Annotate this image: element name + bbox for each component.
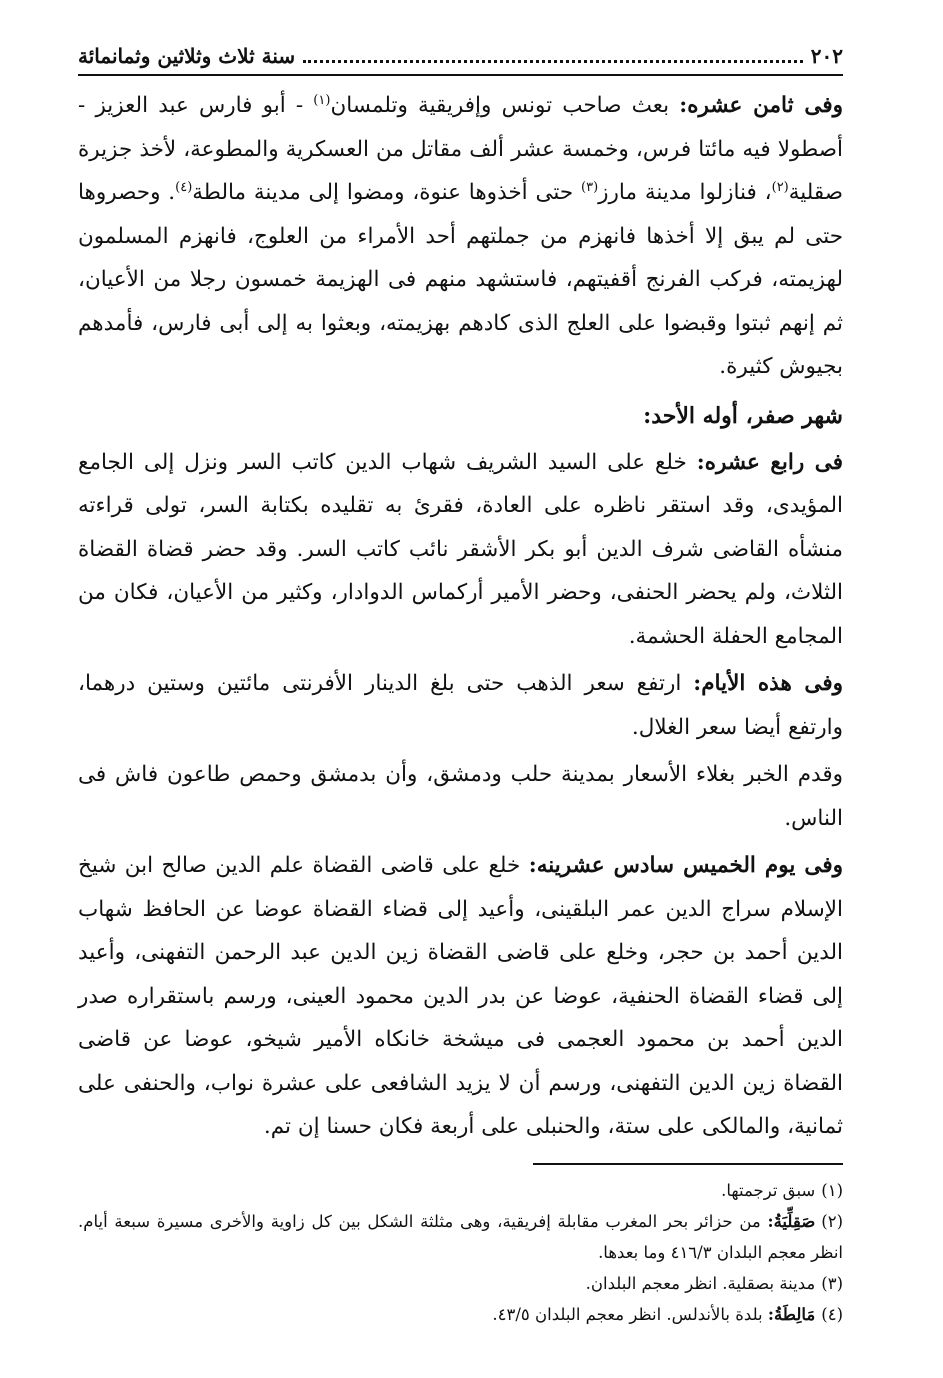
footnote-headword: مَالِطَةُ: — [767, 1304, 816, 1324]
month-heading: شهر صفر، أوله الأحد: — [643, 402, 843, 429]
paragraph-3 — [78, 662, 843, 749]
footnote-number: (٣) — [821, 1273, 843, 1293]
paragraph-lead: وفى هذه الأيام: — [693, 671, 843, 696]
header-dotted-leader — [303, 50, 803, 63]
paragraph-lead: وفى ثامن عشره: — [679, 93, 843, 118]
footnote-number: (١) — [821, 1180, 843, 1200]
footnote-ref: (١) — [313, 92, 331, 108]
paragraph-text: بعث صاحب تونس وإفريقية وتلمسان — [330, 93, 680, 118]
footnote-2 — [78, 1206, 843, 1268]
paragraph-lead: وفى يوم الخميس سادس عشرينه: — [528, 853, 843, 878]
running-title: سنة ثلاث وثلاثين وثمانمائة — [78, 44, 296, 68]
paragraph-4 — [78, 753, 843, 840]
paragraph-text: ، فنازلوا مدينة مارز — [598, 180, 772, 205]
footnote-text: بلدة بالأندلس. انظر معجم البلدان ٤٣/٥. — [492, 1304, 768, 1324]
footnote-4 — [78, 1299, 843, 1330]
footnote-text: من حزائر بحر المغرب مقابلة إفريقية، وهى مثلثة الشكل بين كل زاوية والأخرى مسيرة سبعة أيام. انظر معجم البلدان ٤١٦/٣ وما بعدها. — [78, 1211, 843, 1262]
footnote-3 — [78, 1268, 843, 1299]
page-number: ٢٠٢ — [810, 44, 843, 68]
paragraph-text: ارتفع سعر الذهب حتى بلغ الدينار الأفرنتى مائتين وستين درهما، وارتفع أيضا سعر الغلال. — [78, 671, 843, 740]
footnote-number: (٤) — [821, 1304, 843, 1324]
footnote-divider — [533, 1163, 843, 1165]
footnote-ref: (٣) — [581, 179, 599, 195]
paragraph-1 — [78, 84, 843, 389]
footnote-ref: (٢) — [771, 179, 789, 195]
footnote-text: سبق ترجمتها. — [721, 1180, 816, 1200]
paragraph-5 — [78, 844, 843, 1149]
page-header — [78, 44, 843, 76]
paragraph-text: . وحصروها حتى لم يبق إلا أخذها فانهزم من جملتهم أحد الأمراء من العلوج، فانهزم المسلمون لهزيمته، فركب الفرنج أقفيتهم، فاستشهد منهم فى الهزيمة خمسون رجلا من الأعيان، ثم إنهم ثبتوا وقبضوا على العلج الذى كادهم بهزيمته، وبعثوا به إلى أبى فارس، فأمدهم بجيوش كثيرة. — [78, 180, 843, 379]
paragraph-text: حتى أخذوها عنوة، ومضوا إلى مدينة مالطة — [192, 180, 582, 205]
footnote-1 — [78, 1175, 843, 1206]
paragraph-text: - أبو فارس عبد العزيز - أصطولا فيه مائتا فرس، وخمسة عشر ألف مقاتل من العسكرية والمطوعة، لأخذ جزيرة صقلية — [78, 93, 844, 205]
footnote-headword: صَقِلِّيَةُ: — [767, 1211, 816, 1231]
footnote-number: (٢) — [821, 1211, 843, 1231]
paragraph-lead: فى رابع عشره: — [696, 449, 843, 475]
footnote-text: مدينة بصقلية. انظر معجم البلدان. — [585, 1273, 816, 1293]
paragraph-2 — [78, 441, 843, 659]
paragraph-text: وقدم الخبر بغلاء الأسعار بمدينة حلب ودمشق، وأن بدمشق وحمص طاعون فاش فى الناس. — [78, 762, 843, 831]
paragraph-text: خلع على قاضى القضاة علم الدين صالح ابن شيخ الإسلام سراج الدين عمر البلقينى، وأعيد إلى قضاء القضاة عوضا عن الحافظ شهاب الدين أحمد بن حجر، وخلع على قاضى القضاة زين الدين عبد الرحمن التفهنى، وأعيد إلى قضاء القضاة الحنفية، عوضا عن بدر الدين محمود العينى، ورسم باستقراره صدر الدين أحمد بن محمود العجمى فى ميشخة خانكاه الأمير شيخو، عوضا عن قاضى القضاة زين الدين التفهنى، ورسم أن لا يزيد الشافعى على عشرة نواب، والحنفى على ثمانية، والمالكى على ستة، والحنبلى على أربعة فكان حسنا إن تم. — [78, 853, 843, 1139]
paragraph-text: خلع على السيد الشريف شهاب الدين كاتب السر ونزل إلى الجامع المؤيدى، وقد استقر ناظره على العادة، فقرئ به تقليده بكتابة السر، تولى قراءته منشأه القاضى شرف الدين أبو بكر الأشقر نائب كاتب السر. وقد حضر قضاة القضاة الثلاث، ولم يحضر الحنفى، وحضر الأمير أركماس الدوادار، وكثير من الأعيان، فكان من المجامع الحفلة الحشمة. — [78, 449, 843, 649]
footnote-ref: (٤) — [175, 179, 193, 195]
